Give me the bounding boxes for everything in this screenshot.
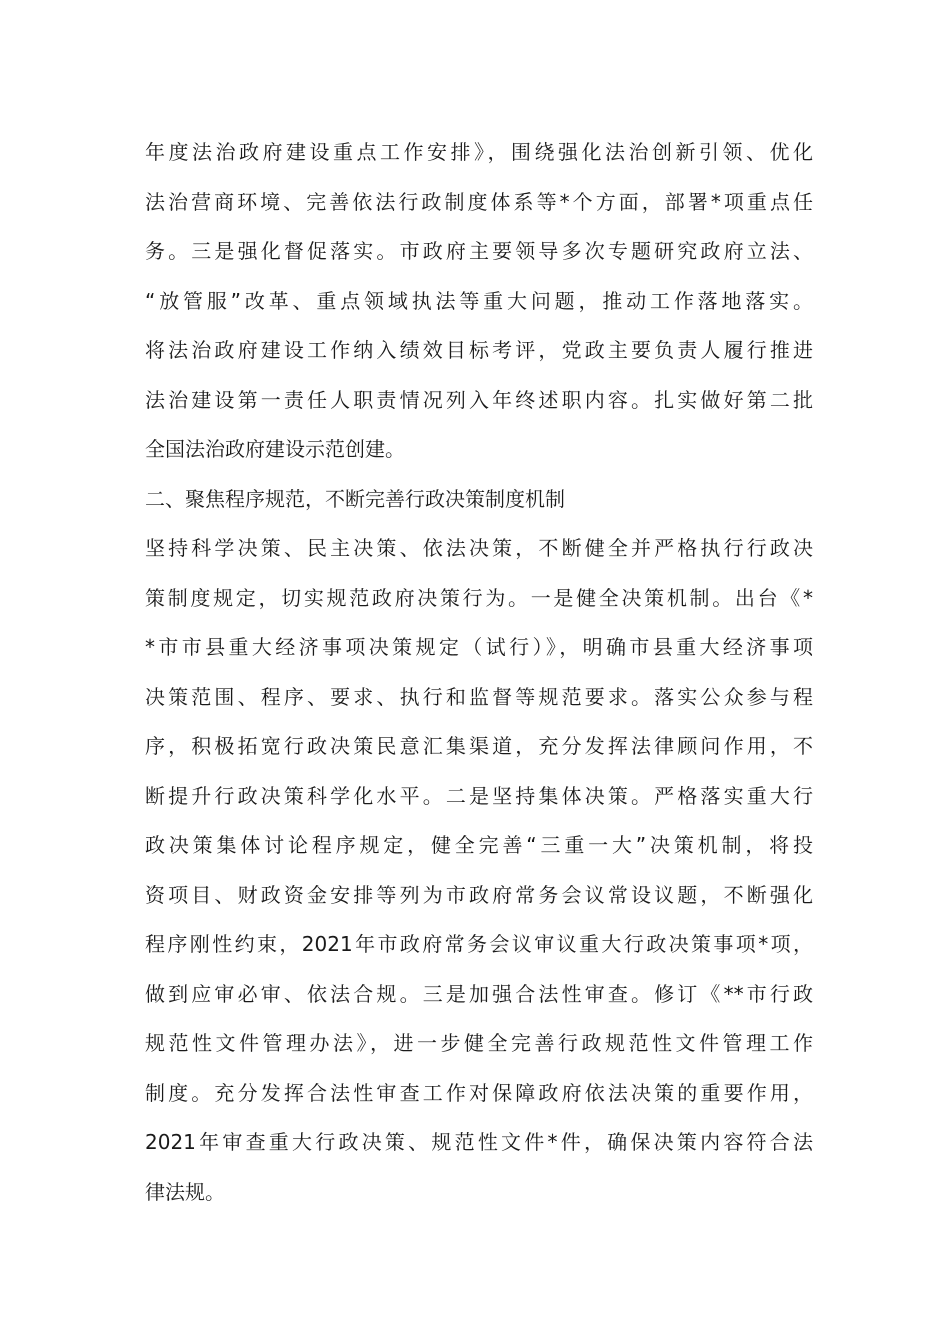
text-line: 序，积极拓宽行政决策民意汇集渠道，充分发挥法律顾问作用，不: [145, 734, 813, 758]
text-line: “放管服”改革、重点领域执法等重大问题，推动工作落地落实。: [145, 288, 813, 313]
text-line: 律法规。: [145, 1179, 225, 1204]
text-line: *市市县重大经济事项决策规定（试行）》，明确市县重大经济事项: [145, 635, 813, 659]
text-line: 程序刚性约束，2021年市政府常务会议审议重大行政决策事项*项，: [145, 932, 813, 956]
text-line: 年度法治政府建设重点工作安排》，围绕强化法治创新引领、优化: [145, 140, 813, 164]
text-line: 法治建设第一责任人职责情况列入年终述职内容。扎实做好第二批: [145, 387, 813, 412]
text-line: 2021年审查重大行政决策、规范性文件*件，确保决策内容符合法: [145, 1130, 813, 1154]
text-line: 资项目、财政资金安排等列为市政府常务会议常设议题，不断强化: [145, 882, 813, 907]
text-line: 全国法治政府建设示范创建。: [145, 437, 405, 461]
section-heading: 二、聚焦程序规范，不断完善行政决策制度机制: [145, 486, 565, 511]
text-line: 制度。充分发挥合法性审查工作对保障政府依法决策的重要作用，: [145, 1080, 813, 1105]
text-line: 策制度规定，切实规范政府决策行为。一是健全决策机制。出台《*: [145, 585, 813, 610]
text-line: 坚持科学决策、民主决策、依法决策，不断健全并严格执行行政决: [145, 536, 813, 560]
text-line: 断提升行政决策科学化水平。二是坚持集体决策。严格落实重大行: [145, 783, 813, 808]
text-line: 决策范围、程序、要求、执行和监督等规范要求。落实公众参与程: [145, 684, 813, 709]
text-line: 规范性文件管理办法》，进一步健全完善行政规范性文件管理工作: [145, 1031, 813, 1055]
text-line: 法治营商环境、完善依法行政制度体系等*个方面，部署*项重点任: [145, 189, 813, 214]
text-line: 将法治政府建设工作纳入绩效目标考评，党政主要负责人履行推进: [145, 338, 813, 362]
text-line: 政决策集体讨论程序规定，健全完善“三重一大”决策机制，将投: [145, 833, 813, 857]
document-body: [145, 128, 813, 1217]
text-line: 务。三是强化督促落实。市政府主要领导多次专题研究政府立法、: [145, 239, 813, 263]
text-line: 做到应审必审、依法合规。三是加强合法性审查。修订《**市行政: [145, 981, 813, 1006]
